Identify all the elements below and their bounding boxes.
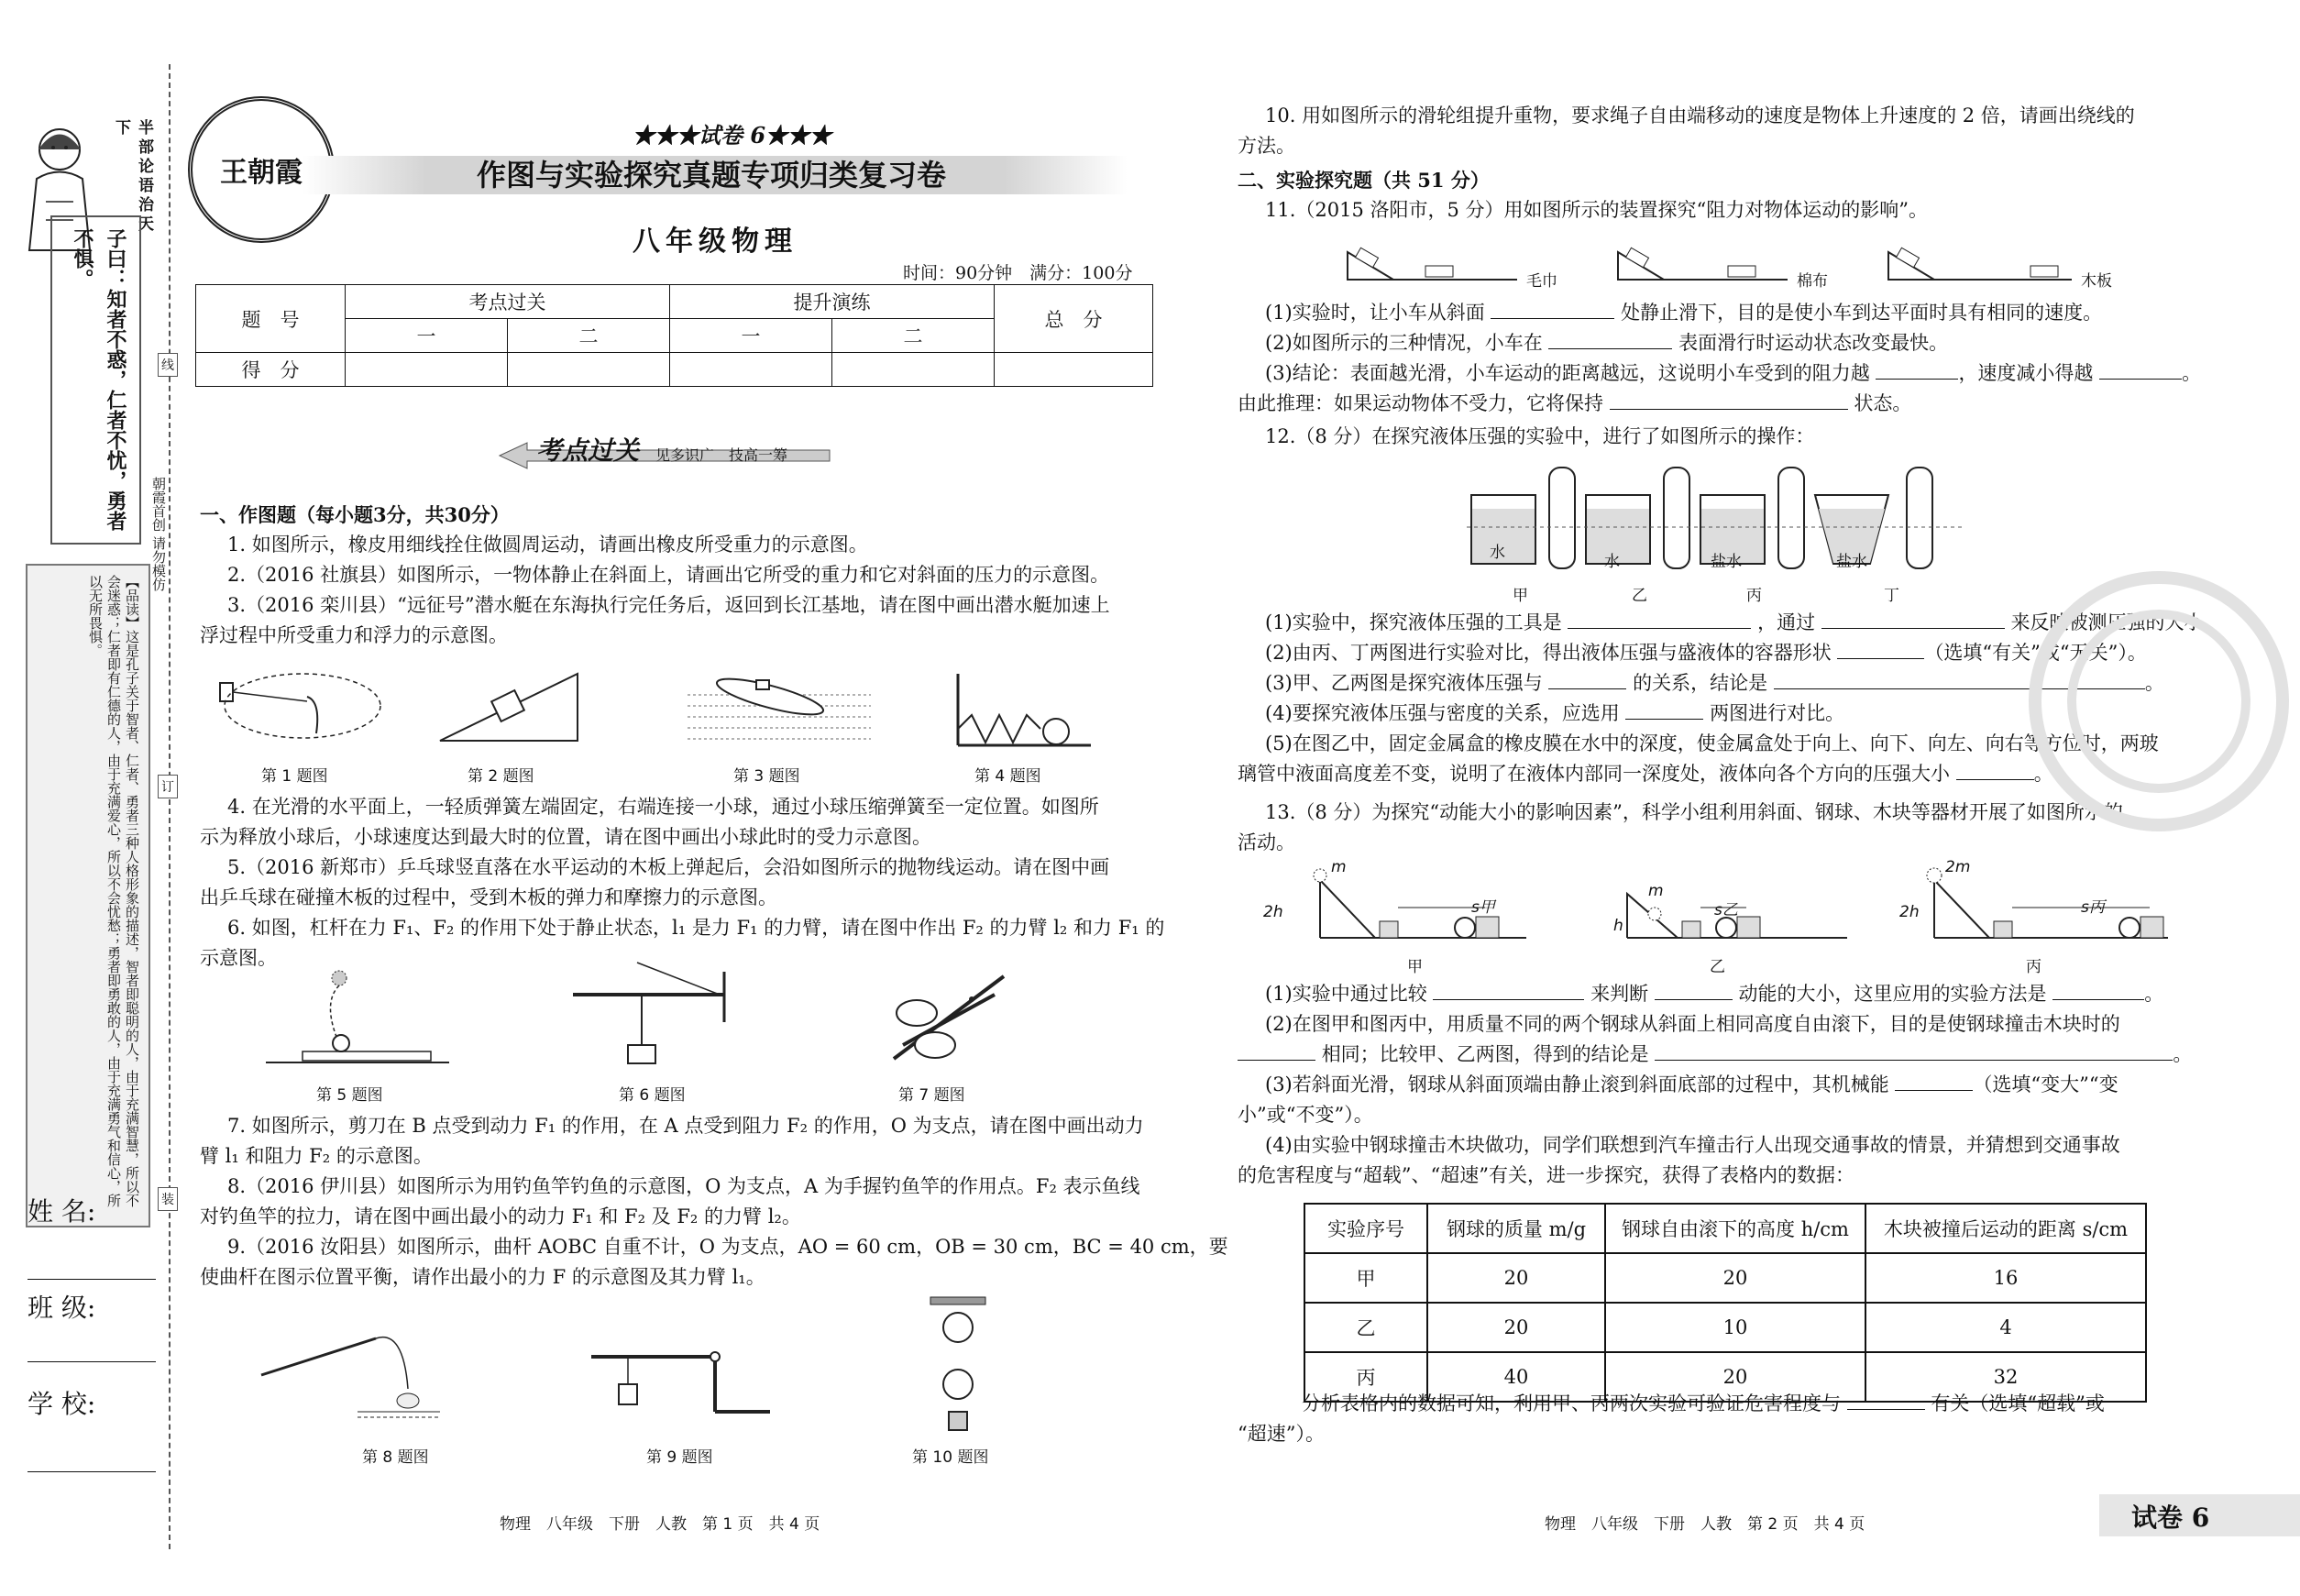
q12-label-jia: 甲 [1513, 587, 1528, 605]
q11-p3-c: 。 [2182, 362, 2202, 384]
sub-col: 二 [832, 319, 995, 353]
table-cell: 20 [1427, 1303, 1605, 1352]
binding-note: 朝霞首创 请勿模仿 [150, 477, 167, 591]
binding-mark-1: 线 [158, 353, 178, 377]
footer-tab-label: 试卷 6 [2131, 1502, 2210, 1533]
q12-liquid-d: 盐水 [1836, 553, 1867, 571]
q13-part4a: (4)由实验中钢球撞击木块做功，同学们联想到汽车撞击行人出现交通事故的情景，并猜想到交通事故 [1265, 1134, 2120, 1156]
q5-line2: 出乒乓球在碰撞木板的过程中，受到木板的弹力和摩擦力的示意图。 [200, 886, 777, 908]
caption-fig7: 第 7 题图 [898, 1086, 965, 1105]
q12-answer-7[interactable] [1956, 759, 2034, 780]
q13-p2-b: 相同；比较甲、乙两图，得到的结论是 [1321, 1043, 1649, 1065]
q13-fig-s-b: s乙 [1714, 901, 1738, 919]
q12-p3-a: (3)甲、乙两图是探究液体压强与 [1265, 672, 1543, 694]
footer-right: 物理 八年级 下册 人教 第 2 页 共 4 页 [1545, 1515, 1865, 1534]
table-cell: 20 [1605, 1352, 1865, 1402]
q12-part4 [1265, 699, 1844, 729]
caption-fig5: 第 5 题图 [316, 1086, 383, 1105]
q11-part3b [1238, 389, 1911, 419]
q11-answer-3[interactable] [1876, 358, 1958, 380]
q11-answer-5[interactable] [1610, 389, 1848, 410]
q4-line2: 示为释放小球后，小球速度达到最大时的位置，请在图中画出小球此时的受力示意图。 [200, 826, 931, 848]
fig8-fishing-rod [248, 1293, 440, 1430]
q8-line1: 8.（2016 伊川县）如图所示为用钓鱼竿钓鱼的示意图，O 为支点，A 为手握钓鱼竿的作用点。F₂ 表示鱼线 [227, 1175, 1140, 1197]
q13-label-bing: 丙 [2026, 958, 2041, 976]
q1: 1. 如图所示，橡皮用细线拴住做圆周运动，请画出橡皮所受重力的示意图。 [227, 534, 868, 556]
fig5-pingpong [266, 967, 449, 1068]
q12-p1-b: ，通过 [1757, 611, 1816, 633]
score-cell[interactable] [508, 353, 670, 387]
class-field[interactable] [28, 1288, 156, 1362]
stamp-text: 半部论语治天下 [112, 119, 153, 235]
caption-fig4: 第 4 题图 [974, 767, 1041, 786]
table-cell: 4 [1865, 1303, 2146, 1352]
reading-text: 【品读】这是孔子关于智者、仁者、勇者三种人格形象的描述，智者即聪明的人，由于充满智慧，所以不会迷惑；仁者即有仁德的人，由于充满爱心，所以不会忧愁；勇者即勇敢的人，由于充满勇气和信心，所以无所畏惧。 [87, 575, 140, 1207]
q11-fig-towel [1343, 234, 1526, 284]
q11-part1 [1265, 298, 2102, 328]
logo-text: 王朝霞 [220, 157, 303, 189]
col-kaodian: 考点过关 [346, 285, 670, 319]
binding-line [169, 64, 171, 1549]
q13-data-table [1304, 1203, 2147, 1403]
q9-line1: 9.（2016 汝阳县）如图所示，曲杆 AOBC 自重不计，O 为支点，AO = 60 cm，OB = 30 cm，BC = 40 cm，要 [227, 1236, 1228, 1258]
q13-fig-2h-c: 2h [1899, 903, 1920, 921]
q11-answer-1[interactable] [1491, 298, 1614, 319]
q2: 2.（2016 社旗县）如图所示，一物体静止在斜面上，请画出它所受的重力和它对斜面的压力的示意图。 [227, 564, 1110, 586]
sub-col: 二 [508, 319, 670, 353]
q12-p3-c: 。 [2144, 672, 2164, 694]
paper-number: ★★★试卷 6★★★ [633, 122, 832, 149]
caption-fig8: 第 8 题图 [362, 1448, 429, 1467]
surface-board: 木板 [2081, 272, 2112, 291]
q4-line1: 4. 在光滑的水平面上，一轻质弹簧左端固定，右端连接一小球，通过小球压缩弹簧至一定位置。如图所 [227, 796, 1099, 818]
q12-part5b [1238, 759, 2053, 789]
surface-cotton: 棉布 [1797, 272, 1828, 291]
q11-p3-d: 由此推理：如果运动物体不受力，它将保持 [1238, 392, 1603, 414]
q6-line2: 示意图。 [200, 947, 277, 969]
q11-p3-e: 状态。 [1854, 392, 1912, 414]
section2-heading: 二、实验探究题（共 51 分） [1238, 169, 1490, 192]
q13-answer-5[interactable] [1655, 1040, 2173, 1061]
score-cell[interactable] [670, 353, 832, 387]
fig10-pulley [921, 1293, 995, 1439]
q10-line1: 10. 用如图所示的滑轮组提升重物，要求绳子自由端移动的速度是物体上升速度的 2 倍，请画出绕线的 [1265, 105, 2135, 127]
table-row [1304, 1303, 2146, 1352]
q13-answer-4[interactable] [1238, 1040, 1315, 1061]
fig6-lever [568, 958, 743, 1068]
col-tisheng: 提升演练 [670, 285, 995, 319]
table-cell: 16 [1865, 1253, 2146, 1303]
table-header: 木块被撞后运动的距离 s/cm [1865, 1204, 2146, 1253]
q12-p5-c: 。 [2033, 763, 2053, 785]
q5-line1: 5.（2016 新郑市）乒乓球竖直落在水平运动的木板上弹起后，会沿如图所示的抛物线运动。请在图中画 [227, 856, 1110, 878]
col-total: 总 分 [995, 285, 1153, 353]
row-score: 得 分 [196, 353, 346, 387]
section1-heading: 一、作图题（每小题3分，共30分） [200, 503, 510, 526]
q12-answer-2[interactable] [1821, 608, 2005, 629]
score-cell[interactable] [832, 353, 995, 387]
q11-p3-b: ，速度减小得越 [1958, 362, 2094, 384]
q13-answer-1[interactable] [1433, 979, 1584, 1000]
fig1-circular-motion [220, 660, 385, 752]
q13-p2-c: 。 [2173, 1043, 2193, 1065]
q13-part5c: “超速”）。 [1238, 1423, 1325, 1445]
score-table [195, 284, 1153, 387]
q12-p4-b: 两图进行对比。 [1710, 702, 1845, 724]
q12-label-ding: 丁 [1884, 587, 1899, 605]
q13-p5-b: 有关（选填“超载”或 [1931, 1392, 2105, 1414]
q13-part4b: 的危害程度与“超载”、“超速”有关，进一步探究，获得了表格内的数据： [1238, 1164, 1854, 1186]
q10-line2: 方法。 [1238, 135, 1295, 157]
table-header: 钢球的质量 m/g [1427, 1204, 1605, 1253]
caption-fig9: 第 9 题图 [646, 1448, 713, 1467]
school-label: 学 校: [28, 1389, 96, 1419]
q11-p1-b: 处静止滑下，目的是使小车到达平面时具有相同的速度。 [1621, 302, 2103, 324]
sub-col: 一 [670, 319, 832, 353]
q11-p1-a: (1)实验时，让小车从斜面 [1265, 302, 1485, 324]
q12-label-yi: 乙 [1632, 587, 1647, 605]
binding-mark-2: 订 [158, 775, 178, 798]
q13-fig-s-a: s甲 [1471, 898, 1495, 917]
fig7-scissors [885, 958, 1031, 1068]
q13-part1 [1265, 979, 2163, 1009]
caption-fig6: 第 6 题图 [619, 1086, 686, 1105]
q7-line1: 7. 如图所示，剪刀在 B 点受到动力 F₁ 的作用，在 A 点受到阻力 F₂ 的作用，O 为支点，请在图中画出动力 [227, 1115, 1144, 1137]
subject-title: 八年级物理 [633, 226, 798, 258]
q8-line2: 对钓鱼竿的拉力，请在图中画出最小的动力 F₁ 和 F₂ 及 F₂ 的力臂 l₂。 [200, 1205, 801, 1227]
table-cell: 40 [1427, 1352, 1605, 1402]
q13-answer-6[interactable] [1895, 1070, 1973, 1091]
fig2-incline [435, 669, 582, 743]
q13-stem1: 13.（8 分）为探究“动能大小的影响因素”，科学小组利用斜面、钢球、木块等器材开展了如图所示的 [1265, 801, 2123, 823]
q13-fig-bing [1898, 866, 2173, 940]
quote-box [50, 215, 141, 545]
banner-title: 考点过关 [536, 435, 640, 466]
time-info: 时间：90分钟 满分：100分 [903, 263, 1133, 283]
q13-p1-d: 。 [2144, 983, 2164, 1005]
name-field[interactable] [28, 1192, 156, 1280]
reading-box [26, 564, 150, 1227]
binding-mark-3: 装 [158, 1187, 178, 1211]
q13-fig-m-b: m [1648, 882, 1664, 900]
q13-part5 [1302, 1389, 2105, 1419]
q12-label-bing: 丙 [1746, 587, 1762, 605]
score-cell[interactable] [346, 353, 508, 387]
q13-p1-c: 动能的大小，这里应用的实验方法是 [1738, 983, 2047, 1005]
q11-answer-2[interactable] [1548, 328, 1672, 349]
q11-part3 [1265, 358, 2201, 389]
q13-fig-h-b: h [1613, 917, 1623, 935]
q13-part3 [1265, 1070, 2118, 1100]
sub-col: 一 [346, 319, 508, 353]
q13-label-yi: 乙 [1710, 958, 1725, 976]
q13-p5-a: 分析表格内的数据可知，利用甲、丙两次实验可验证危害程度与 [1302, 1392, 1841, 1414]
table-row [1304, 1253, 2146, 1303]
q11-p2-a: (2)如图所示的三种情况，小车在 [1265, 332, 1543, 354]
sidebar [0, 64, 174, 1549]
q12-answer-3[interactable] [1837, 638, 1924, 659]
caption-fig2: 第 2 题图 [468, 767, 534, 786]
q12-liquid-b: 水 [1604, 553, 1620, 571]
q12-p2-a: (2)由丙、丁两图进行实验对比，得出液体压强与盛液体的容器形状 [1265, 642, 1832, 664]
table-header: 实验序号 [1304, 1204, 1427, 1253]
q11-fig-cotton [1613, 234, 1797, 284]
q12-p3-b: 的关系，结论是 [1633, 672, 1768, 694]
q7-line2: 臂 l₁ 和阻力 F₂ 的示意图。 [200, 1145, 433, 1167]
q13-fig-s-c: s丙 [2081, 898, 2105, 917]
q13-p1-b: 来判断 [1590, 983, 1649, 1005]
q12-part2 [1265, 638, 2147, 668]
q13-stem2: 活动。 [1238, 831, 1295, 853]
q11-p3-a: (3)结论：表面越光滑，小车运动的距离越远，这说明小车受到的阻力越 [1265, 362, 1870, 384]
table-cell: 32 [1865, 1352, 2146, 1402]
q13-label-jia: 甲 [1407, 958, 1423, 976]
q3-line2: 浮过程中所受重力和浮力的示意图。 [200, 624, 508, 646]
q13-fig-m-a: m [1331, 858, 1347, 876]
table-header: 钢球自由滚下的高度 h/cm [1605, 1204, 1865, 1253]
q6-line1: 6. 如图，杠杆在力 F₁、F₂ 的作用下处于静止状态，l₁ 是力 F₁ 的力臂，请在图中作出 F₂ 的力臂 l₂ 和力 F₁ 的 [227, 917, 1165, 939]
footer-left: 物理 八年级 下册 人教 第 1 页 共 4 页 [500, 1515, 820, 1534]
score-cell[interactable] [995, 353, 1153, 387]
q11-answer-4[interactable] [2099, 358, 2182, 380]
caption-fig3: 第 3 题图 [733, 767, 800, 786]
quote-text: 子曰：知者不惑，仁者不忧，勇者不惧。 [71, 228, 127, 531]
q12-liquid-a: 水 [1490, 544, 1505, 562]
table-cell: 20 [1605, 1253, 1865, 1303]
q13-part3c: 小”或“不变”）。 [1238, 1104, 1373, 1126]
class-label: 班 级: [28, 1293, 96, 1323]
q13-part2b [1238, 1040, 2192, 1070]
q9-line2: 使曲杆在图示位置平衡，请作出最小的力 F 的示意图及其力臂 l₁。 [200, 1266, 765, 1288]
q12-p1-c: 来反映被测压强的大小。 [2010, 611, 2223, 633]
q11-stem: 11.（2015 洛阳市，5 分）用如图所示的装置探究“阻力对物体运动的影响”。 [1265, 199, 1929, 221]
q13-p3-a: (3)若斜面光滑，钢球从斜面顶端由静止滚到斜面底部的过程中，其机械能 [1265, 1073, 1889, 1095]
q13-fig-m-c: 2m [1945, 858, 1971, 876]
caption-fig10: 第 10 题图 [912, 1448, 989, 1467]
q11-part2 [1265, 328, 1948, 358]
q13-answer-7[interactable] [1847, 1389, 1925, 1410]
q12-p2-b: （选填“有关”或“无关”）。 [1924, 642, 2147, 664]
table-cell: 乙 [1304, 1303, 1427, 1352]
q12-p5-b: 璃管中液面高度差不变，说明了在液体内部同一深度处，液体向各个方向的压强大小 [1238, 763, 1950, 785]
q13-answer-2[interactable] [1655, 979, 1733, 1000]
q13-fig-2h-a: 2h [1263, 903, 1283, 921]
col-question-no: 题 号 [196, 285, 346, 353]
table-cell: 20 [1427, 1253, 1605, 1303]
q12-liquid-c: 盐水 [1711, 553, 1742, 571]
banner-subtitle: 见多识广 技高一筹 [655, 446, 788, 464]
q12-answer-1[interactable] [1568, 608, 1751, 629]
fig4-spring-ball [953, 674, 1091, 747]
q3-line1: 3.（2016 栾川县）“远征号”潜水艇在东海执行完任务后，返回到长江基地，请在图中画出潜水艇加速上 [227, 594, 1110, 616]
page-title: 作图与实验探究真题专项归类复习卷 [477, 158, 947, 193]
table-cell: 甲 [1304, 1253, 1427, 1303]
surface-towel: 毛巾 [1526, 272, 1557, 291]
q12-part5a: (5)在图乙中，固定金属盒的橡皮膜在水中的深度，使金属盒处于向上、向下、向左、向右等方位时，两玻 [1265, 732, 2159, 754]
q12-stem: 12.（8 分）在探究液体压强的实验中，进行了如图所示的操作： [1265, 425, 1815, 447]
caption-fig1: 第 1 题图 [261, 767, 328, 786]
q12-answer-4[interactable] [1548, 668, 1626, 689]
q13-p1-a: (1)实验中通过比较 [1265, 983, 1427, 1005]
q12-p4-a: (4)要探究液体压强与密度的关系，应选用 [1265, 702, 1620, 724]
watermark-seal [2026, 568, 2292, 834]
fig9-bent-lever [587, 1343, 770, 1435]
q13-answer-3[interactable] [2052, 979, 2144, 1000]
q11-p2-b: 表面滑行时运动状态改变最快。 [1678, 332, 1949, 354]
q12-answer-6[interactable] [1625, 699, 1703, 720]
school-field[interactable] [28, 1384, 156, 1472]
fig3-submarine [688, 669, 871, 743]
q13-part2a: (2)在图甲和图丙中，用质量不同的两个钢球从斜面上相同高度自由滚下，目的是使钢球撞击木块时的 [1265, 1013, 2120, 1035]
q11-fig-board [1884, 234, 2081, 284]
q12-p1-a: (1)实验中，探究液体压强的工具是 [1265, 611, 1562, 633]
q13-p3-b: （选填“变大”“变 [1973, 1073, 2118, 1095]
table-cell: 10 [1605, 1303, 1865, 1352]
name-label: 姓 名: [28, 1196, 96, 1227]
table-cell: 丙 [1304, 1352, 1427, 1402]
